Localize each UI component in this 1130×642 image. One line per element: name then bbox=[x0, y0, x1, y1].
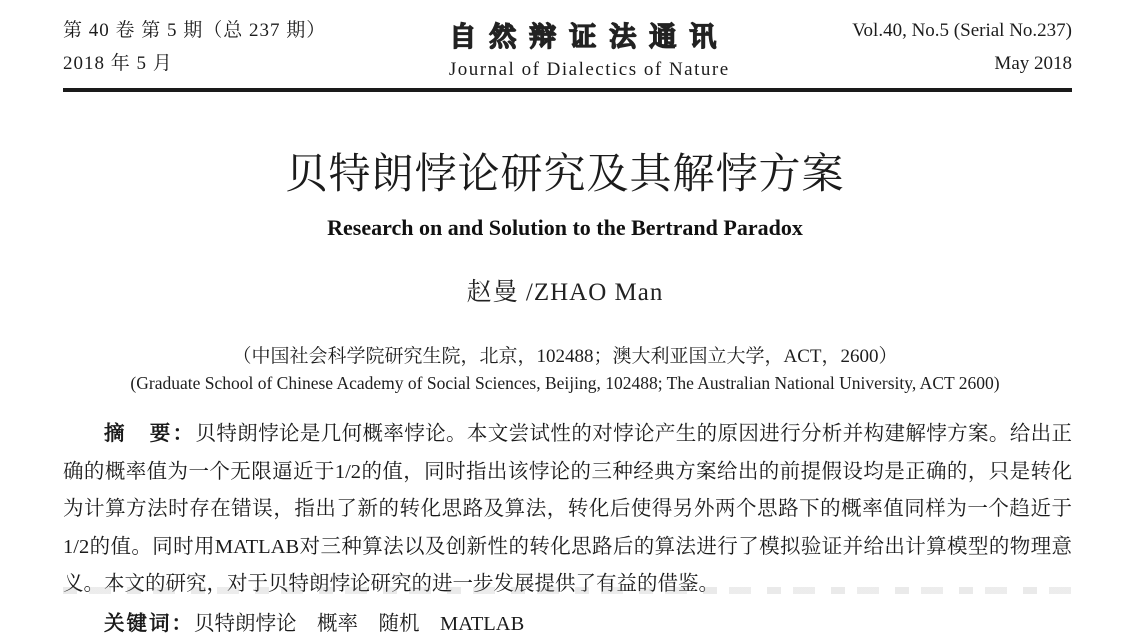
abstract-label: 摘 要： bbox=[104, 422, 196, 445]
issue-info-en: Vol.40, No.5 (Serial No.237) bbox=[852, 20, 1072, 41]
next-line-cutoff-artifact bbox=[63, 587, 1072, 594]
author-line: 赵曼 /ZHAO Man bbox=[466, 279, 664, 306]
masthead-divider-rule bbox=[63, 88, 1072, 92]
article-front-matter bbox=[0, 141, 1130, 642]
article-title-cn: 贝特朗悖论研究及其解悖方案 bbox=[285, 152, 845, 198]
affiliation-cn: （中国社会科学院研究生院，北京，102488；澳大利亚国立大学，ACT，2600） bbox=[232, 346, 898, 367]
abstract-text: 贝特朗悖论是几何概率悖论。本文尝试性的对悖论产生的原因进行分析并构建解悖方案。给出正确的概率值为一个无限逼近于1/2的值，同时指出该悖论的三种经典方案给出的前提假设均是正确的，只是转化为计算方法时存在错误，指出了新的转化思路及算法，转化后使得另外两个思路下的概率值同样为一个趋近于1/2的值。同时用MATLAB对三种算法以及创新性的转化思路后的算法进行了模拟验证并给出计算模型的物理意义。本文的研究，对于贝特朗悖论研究的进一步发展提供了有益的借鉴。 bbox=[63, 423, 1073, 595]
keywords-label: 关键词： bbox=[104, 611, 194, 635]
masthead-right bbox=[852, 14, 1072, 80]
journal-masthead bbox=[0, 0, 1130, 81]
journal-name-en: Journal of Dialectics of Nature bbox=[448, 59, 730, 80]
masthead-center bbox=[326, 14, 852, 81]
issue-date-en: May 2018 bbox=[994, 53, 1072, 74]
journal-logo-cn: 自然辩证法通讯 bbox=[449, 22, 730, 52]
affiliation-en: (Graduate School of Chinese Academy of Social Sciences, Beijing, 102488; The Australian National University, ACT 2600) bbox=[130, 373, 1000, 393]
masthead-left bbox=[63, 14, 326, 80]
keywords-line bbox=[63, 606, 1072, 642]
issue-date-cn: 2018 年 5 月 bbox=[63, 53, 173, 74]
issue-info-cn: 第 40 卷 第 5 期（总 237 期） bbox=[63, 20, 327, 41]
abstract-paragraph bbox=[63, 415, 1072, 604]
keywords-text: 贝特朗悖论 概率 随机 MATLAB bbox=[194, 612, 525, 635]
article-title-en: Research on and Solution to the Bertrand Paradox bbox=[327, 215, 803, 240]
